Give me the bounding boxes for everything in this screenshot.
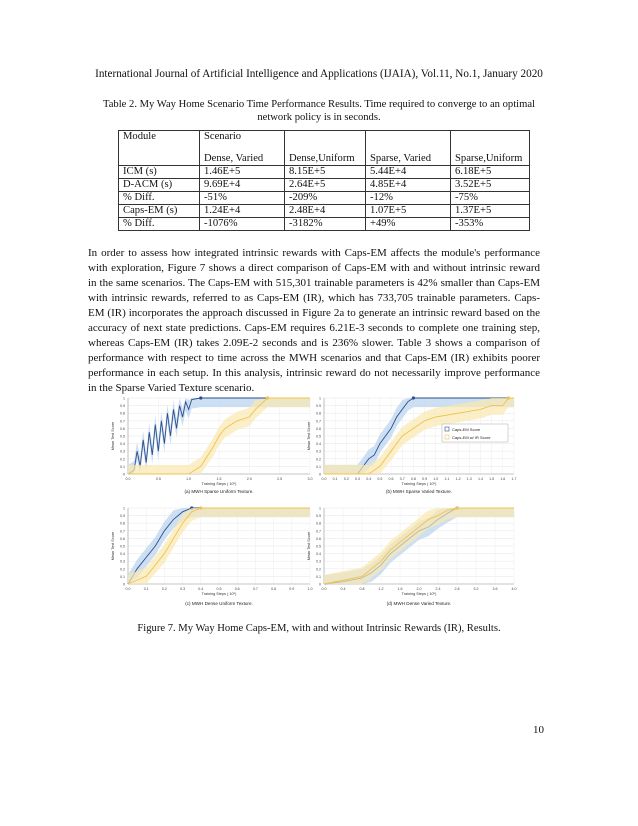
y-axis-label: Mean Test Score	[111, 421, 115, 451]
x-tick-label: 2.0	[416, 587, 422, 591]
y-tick-label: 0	[123, 582, 125, 587]
x-tick-label: 0.5	[155, 477, 161, 481]
x-axis-label: Training Steps ( 10⁵)	[401, 592, 437, 596]
y-tick-label: 0.7	[316, 529, 321, 534]
table-cell: % Diff.	[119, 218, 200, 231]
x-tick-label: 0.7	[252, 587, 258, 591]
convergence-marker	[412, 396, 415, 399]
x-tick-label: 0.3	[180, 587, 186, 591]
x-tick-label: 3.0	[307, 477, 313, 481]
table-cell: -353%	[451, 218, 530, 231]
x-tick-label: 0.8	[359, 587, 365, 591]
table-cell: -1076%	[200, 218, 285, 231]
y-tick-label: 0	[319, 472, 321, 477]
y-tick-label: 0.2	[316, 457, 321, 462]
y-tick-label: 0.1	[316, 574, 321, 579]
table-cell: 1.07E+5	[366, 205, 451, 218]
column-header: Dense,Uniform	[285, 131, 366, 166]
x-tick-label: 1.0	[307, 587, 313, 591]
subfigure-caption: (b) MWH Sparse Varied Texture.	[386, 489, 452, 494]
x-tick-label: 0.2	[343, 477, 349, 481]
x-tick-label: 2.0	[246, 477, 252, 481]
x-tick-label: 0.1	[143, 587, 149, 591]
x-tick-label: 1.1	[444, 477, 450, 481]
x-tick-label: 0.0	[125, 587, 131, 591]
x-tick-label: 1.2	[378, 587, 384, 591]
y-tick-label: 1	[319, 506, 321, 511]
chart-panel	[307, 396, 517, 494]
y-axis-label: Mean Test Score	[307, 531, 311, 561]
x-tick-label: 0.7	[399, 477, 405, 481]
y-tick-label: 0.4	[316, 442, 321, 447]
table-cell: -209%	[285, 192, 366, 205]
x-tick-label: 2.5	[277, 477, 283, 481]
table-cell: % Diff.	[119, 192, 200, 205]
y-tick-label: 0.8	[120, 521, 125, 526]
y-tick-label: 0.5	[120, 434, 125, 439]
y-tick-label: 0.4	[316, 552, 321, 557]
table-cell: Caps-EM (s)	[119, 205, 200, 218]
y-tick-label: 0.5	[316, 434, 321, 439]
x-tick-label: 1.7	[511, 477, 517, 481]
y-tick-label: 0.2	[120, 567, 125, 572]
y-tick-label: 0.6	[120, 426, 125, 431]
table-cell: 9.69E+4	[200, 179, 285, 192]
table-cell: D-ACM (s)	[119, 179, 200, 192]
x-tick-label: 0.4	[340, 587, 346, 591]
x-tick-label: 0.1	[332, 477, 338, 481]
x-tick-label: 0.9	[289, 587, 295, 591]
table-cell: 3.52E+5	[451, 179, 530, 192]
y-tick-label: 0	[319, 582, 321, 587]
convergence-marker	[507, 396, 510, 399]
y-tick-label: 0.5	[120, 544, 125, 549]
x-tick-label: 0.9	[422, 477, 428, 481]
y-tick-label: 0.3	[316, 449, 321, 454]
chart-panel	[111, 506, 313, 606]
table-cell: 1.24E+4	[200, 205, 285, 218]
y-tick-label: 0.9	[316, 404, 321, 409]
y-tick-label: 0.2	[316, 567, 321, 572]
x-tick-label: 1.5	[216, 477, 222, 481]
y-tick-label: 0.3	[120, 559, 125, 564]
x-tick-label: 0.0	[125, 477, 131, 481]
x-tick-label: 2.8	[454, 587, 460, 591]
convergence-marker	[455, 506, 458, 509]
column-header: Sparse,Uniform	[451, 131, 530, 166]
y-tick-label: 0.3	[120, 449, 125, 454]
subfigure-caption: (c) MWH Dense Uniform Texture.	[185, 601, 253, 606]
journal-header: International Journal of Artificial Intelligence and Applications (IJAIA), Vol.11, No.1, January 2020	[95, 68, 543, 80]
table-cell: 8.15E+5	[285, 166, 366, 179]
body-paragraph: In order to assess how integrated intrinsic rewards with Caps-EM affects the module's performance with exploration, Figure 7 shows a direct comparison of Caps-EM with and without intrinsic reward in the same scenarios. The Caps-EM with 515,301 trainable parameters is 42% smaller than Caps-EM with intrinsic rewards, referred to as Caps-EM (IR), which has 733,705 trainable parameters. Caps-EM (IR) incorporates the approach discussed in Figure 2a to generate an intrinsic reward based on the accuracy of next state predictions. Caps-EM requires 6.21E-3 seconds to complete one training step, whereas Caps-EM (IR) takes 2.09E-2 seconds and is 236% slower. Table 3 shows a comparison of performance with respect to time across the MWH scenarios and that Caps-EM (IR) exhibits poorer performance in each setup. In this analysis, intrinsic reward do not necessarily improve performance in the Sparse Varied Texture scenario.	[88, 247, 540, 394]
table-cell: -51%	[200, 192, 285, 205]
y-tick-label: 0.7	[316, 419, 321, 424]
x-tick-label: 0.2	[161, 587, 167, 591]
y-tick-label: 0.6	[120, 536, 125, 541]
y-tick-label: 1	[123, 396, 125, 401]
legend-label: Caps-EM w/ IR Score	[452, 435, 491, 440]
y-tick-label: 0.1	[316, 464, 321, 469]
y-tick-label: 0.9	[120, 514, 125, 519]
x-tick-label: 0.8	[271, 587, 277, 591]
convergence-marker	[199, 506, 202, 509]
y-tick-label: 0	[123, 472, 125, 477]
x-tick-label: 0.3	[355, 477, 361, 481]
legend-label: Caps-EM Score	[452, 427, 481, 432]
y-axis-label: Mean Test Score	[307, 421, 311, 451]
x-axis-label: Training Steps ( 10⁶)	[201, 592, 237, 596]
x-axis-label: Training Steps ( 10⁶)	[401, 482, 437, 486]
y-tick-label: 0.1	[120, 574, 125, 579]
y-tick-label: 0.6	[316, 536, 321, 541]
subfigure-caption: (a) MWH Sparse Uniform Texture.	[184, 489, 254, 494]
table-cell: ICM (s)	[119, 166, 200, 179]
x-tick-label: 1.2	[455, 477, 461, 481]
y-axis-label: Mean Test Score	[111, 531, 115, 561]
x-tick-label: 1.0	[186, 477, 192, 481]
x-tick-label: 0.0	[321, 587, 327, 591]
x-tick-label: 0.4	[366, 477, 372, 481]
y-tick-label: 0.4	[120, 552, 125, 557]
y-tick-label: 0.7	[120, 529, 125, 534]
table-cell: 2.48E+4	[285, 205, 366, 218]
convergence-marker	[199, 396, 202, 399]
table-cell: -12%	[366, 192, 451, 205]
y-tick-label: 0.4	[120, 442, 125, 447]
table-cell: 2.64E+5	[285, 179, 366, 192]
table-cell: 1.46E+5	[200, 166, 285, 179]
x-tick-label: 0.6	[388, 477, 394, 481]
x-tick-label: 0.0	[321, 477, 327, 481]
x-tick-label: 1.3	[466, 477, 472, 481]
y-tick-label: 0.3	[316, 559, 321, 564]
y-tick-label: 0.1	[120, 464, 125, 469]
x-axis-label: Training Steps ( 10⁶)	[201, 482, 237, 486]
x-tick-label: 3.6	[492, 587, 498, 591]
x-tick-label: 1.6	[397, 587, 403, 591]
y-tick-label: 1	[123, 506, 125, 511]
x-tick-label: 1.5	[489, 477, 495, 481]
chart-panel	[111, 396, 313, 494]
table-cell: 1.37E+5	[451, 205, 530, 218]
chart-panel	[307, 506, 517, 606]
table-cell: +49%	[366, 218, 451, 231]
y-tick-label: 0.9	[120, 404, 125, 409]
column-header: Sparse, Varied	[366, 131, 451, 166]
table-cell: 5.44E+4	[366, 166, 451, 179]
figure-caption: Figure 7. My Way Home Caps-EM, with and without Intrinsic Rewards (IR), Results.	[137, 623, 501, 634]
y-tick-label: 0.8	[316, 521, 321, 526]
table-cell: -3182%	[285, 218, 366, 231]
y-tick-label: 1	[319, 396, 321, 401]
x-tick-label: 0.5	[377, 477, 383, 481]
x-tick-label: 0.8	[410, 477, 416, 481]
y-tick-label: 0.6	[316, 426, 321, 431]
y-tick-label: 0.8	[120, 411, 125, 416]
y-tick-label: 0.8	[316, 411, 321, 416]
x-tick-label: 0.4	[198, 587, 204, 591]
convergence-marker	[266, 396, 269, 399]
x-tick-label: 4.0	[511, 587, 517, 591]
module-header: Module	[119, 131, 200, 166]
table-cell: 6.18E+5	[451, 166, 530, 179]
legend-swatch	[445, 435, 449, 439]
x-tick-label: 1.4	[477, 477, 483, 481]
x-tick-label: 2.4	[435, 587, 441, 591]
y-tick-label: 0.5	[316, 544, 321, 549]
table-caption: Table 2. My Way Home Scenario Time Performance Results. Time required to converge to an optimal network policy is in seconds.	[103, 99, 535, 123]
page-number: 10	[533, 724, 544, 736]
table-cell: -75%	[451, 192, 530, 205]
y-tick-label: 0.7	[120, 419, 125, 424]
x-tick-label: 0.5	[216, 587, 222, 591]
x-tick-label: 0.6	[234, 587, 240, 591]
y-tick-label: 0.2	[120, 457, 125, 462]
subfigure-caption: (d) MWH Dense Varied Texture.	[386, 601, 452, 606]
x-tick-label: 1.6	[500, 477, 506, 481]
table-cell: 4.85E+4	[366, 179, 451, 192]
scenario-header: Scenario Dense, Varied	[200, 131, 285, 166]
y-tick-label: 0.9	[316, 514, 321, 519]
x-tick-label: 3.2	[473, 587, 479, 591]
x-tick-label: 1.0	[433, 477, 439, 481]
legend-swatch	[445, 427, 449, 431]
